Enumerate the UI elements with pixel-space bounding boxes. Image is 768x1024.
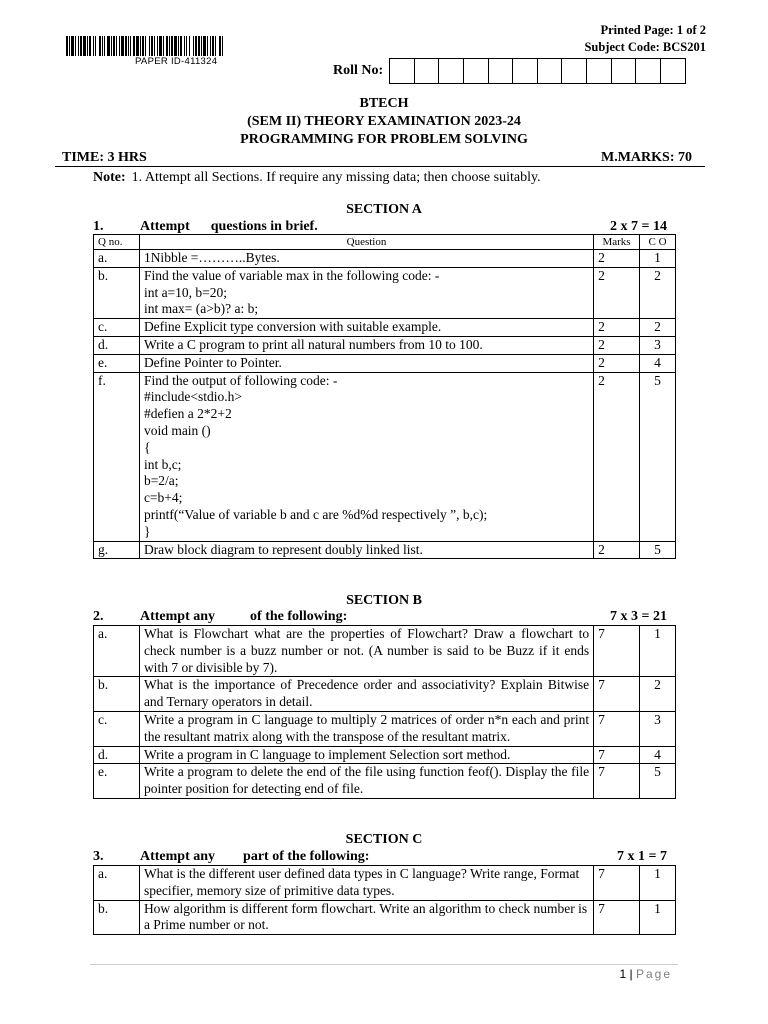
question-id: g. — [94, 541, 140, 559]
question-instruction: Attempt any part of the following: — [140, 849, 370, 864]
question-line: 1Nibble =………..Bytes. — [143, 250, 280, 265]
section-c-heading: SECTION C — [345, 832, 423, 847]
question-text — [139, 336, 593, 354]
barcode-bar — [116, 36, 117, 56]
barcode-bar — [87, 36, 88, 56]
table-header-row — [94, 235, 676, 250]
question-co: 1 — [640, 250, 676, 268]
question-text — [139, 541, 593, 559]
question-text — [139, 250, 593, 268]
marks-scheme: 7 x 3 = 21 — [610, 609, 667, 624]
question-id: b. — [94, 677, 140, 712]
roll-number-box[interactable] — [390, 59, 415, 83]
question-co: 3 — [640, 336, 676, 354]
barcode-bar — [78, 36, 79, 56]
barcode-bar — [107, 36, 110, 56]
barcode-bar — [95, 36, 96, 56]
question-line: Find the value of variable max in the following code: - — [143, 267, 440, 283]
page-header-codes — [584, 22, 706, 56]
barcode-bar — [104, 36, 105, 56]
section-a-heading: SECTION A — [346, 202, 422, 217]
exam-titles — [0, 95, 768, 149]
roll-number-box[interactable] — [439, 59, 464, 83]
table-row — [94, 267, 676, 318]
roll-number-box[interactable] — [612, 59, 637, 83]
barcode-bar — [198, 36, 200, 56]
question-line: { — [143, 439, 151, 455]
table-row — [94, 372, 676, 541]
barcode-bar — [125, 36, 127, 56]
question-id: c. — [94, 711, 140, 746]
question-id: f. — [94, 372, 140, 541]
question-id: e. — [94, 354, 140, 372]
section-c-table — [93, 865, 676, 935]
barcode-bar — [203, 36, 206, 56]
roll-number-box[interactable] — [538, 59, 563, 83]
exam-time: TIME: 3 HRS — [62, 150, 147, 165]
roll-number-box[interactable] — [661, 59, 686, 83]
question-marks: 2 — [594, 319, 640, 337]
question-marks: 2 — [594, 372, 640, 541]
barcode-bar — [145, 36, 146, 56]
barcode-bar — [83, 36, 86, 56]
question-line: Define Explicit type conversion with suitable example. — [143, 319, 442, 335]
header-divider — [55, 166, 705, 167]
barcode-bar — [169, 36, 170, 56]
barcode-bar — [151, 36, 153, 56]
question-co: 2 — [640, 267, 676, 318]
program-title: BTECH — [359, 96, 409, 111]
roll-number-box[interactable] — [636, 59, 661, 83]
question-id: a. — [94, 626, 140, 677]
table-row — [94, 336, 676, 354]
column-header-marks: Marks — [594, 235, 640, 250]
barcode-bar — [99, 36, 101, 56]
question-text: Write a program in C language to implement Selection sort method. — [139, 746, 593, 764]
barcode-bar — [119, 36, 120, 56]
question-id: d. — [94, 336, 140, 354]
barcode-bar — [111, 36, 112, 56]
roll-number-label: Roll No: — [333, 63, 384, 78]
question-line: } — [143, 523, 151, 539]
question-id: c. — [94, 319, 140, 337]
question-co: 3 — [640, 711, 676, 746]
question-co: 1 — [640, 866, 676, 901]
barcode-bar — [215, 36, 216, 56]
table-row — [94, 319, 676, 337]
question-co: 1 — [640, 626, 676, 677]
max-marks: M.MARKS: 70 — [601, 150, 692, 165]
barcode-bar — [75, 36, 76, 56]
roll-number-box[interactable] — [489, 59, 514, 83]
question-line: Define Pointer to Pointer. — [143, 354, 282, 370]
barcode-bar — [102, 36, 103, 56]
barcode-bar — [140, 36, 141, 56]
question-line: void main () — [143, 422, 211, 438]
barcode-bar — [159, 36, 162, 56]
question-id: d. — [94, 746, 140, 764]
barcode-bar — [166, 36, 168, 56]
barcode-bar — [212, 36, 214, 56]
barcode-bar — [157, 36, 158, 56]
barcode-bar — [66, 36, 68, 56]
table-row — [94, 541, 676, 559]
barcode-bar — [128, 36, 129, 56]
question-marks: 7 — [594, 746, 640, 764]
question-line: int a=10, b=20; — [143, 284, 228, 300]
question-text: Write a program in C language to multiply 2 matrices of order n*n each and print the resultant matrix along with the transpose of the resultant matrix. — [139, 711, 593, 746]
marks-scheme: 7 x 1 = 7 — [617, 849, 667, 864]
table-row — [94, 250, 676, 268]
question-instruction: Attempt questions in brief. — [140, 219, 318, 234]
barcode-bar — [207, 36, 208, 56]
question-marks: 7 — [594, 626, 640, 677]
column-header-qno: Q no. — [94, 235, 140, 250]
roll-number-box[interactable] — [587, 59, 612, 83]
question-text — [139, 319, 593, 337]
subject-title: PROGRAMMING FOR PROBLEM SOLVING — [240, 132, 528, 147]
barcode-bar — [130, 36, 131, 56]
question-marks: 7 — [594, 677, 640, 712]
page-footer — [619, 967, 672, 981]
barcode-bar — [136, 36, 139, 56]
question-marks: 2 — [594, 267, 640, 318]
question-line: int max= (a>b)? a: b; — [143, 301, 259, 317]
page-label: Page — [635, 967, 672, 981]
section-b-table — [93, 625, 676, 799]
barcode-bar — [180, 36, 182, 56]
barcode-bar — [189, 36, 190, 56]
question-co: 4 — [640, 746, 676, 764]
question-line: c=b+4; — [143, 490, 183, 506]
question-text: What is the importance of Precedence order and associativity? Explain Bitwise and Ternary operators in detail. — [139, 677, 593, 712]
barcode-bar — [154, 36, 155, 56]
barcode-bar — [121, 36, 124, 56]
question-marks: 2 — [594, 541, 640, 559]
question-line: b=2/a; — [143, 473, 179, 489]
table-row — [94, 866, 676, 901]
question-number: 1. — [93, 219, 104, 234]
table-row — [94, 354, 676, 372]
question-id: a. — [94, 250, 140, 268]
question-co: 5 — [640, 372, 676, 541]
page-number: 1 — [619, 967, 627, 981]
barcode-bar — [113, 36, 115, 56]
question-marks: 2 — [594, 354, 640, 372]
question-text: What is the different user defined data types in C language? Write range, Format specifier, memory size of primitive data types. — [139, 866, 593, 901]
question-line: #defien a 2*2+2 — [143, 406, 232, 422]
question-marks: 7 — [594, 711, 640, 746]
question-number: 2. — [93, 609, 104, 624]
note-label: Note: — [93, 170, 126, 185]
question-line: Find the output of following code: - — [143, 372, 338, 388]
barcode-bar — [219, 36, 221, 56]
question-co: 5 — [640, 764, 676, 799]
question-text: What is Flowchart what are the properties of Flowchart? Draw a flowchart to check number is a buzz number or not. (A number is said to be Buzz if it ends with 7 or divisible by 7). — [139, 626, 593, 677]
table-row — [94, 711, 676, 746]
question-marks: 7 — [594, 764, 640, 799]
marks-scheme: 2 x 7 = 14 — [610, 219, 667, 234]
column-header-co: C O — [640, 235, 676, 250]
table-row — [94, 677, 676, 712]
table-row — [94, 746, 676, 764]
roll-number-box[interactable] — [415, 59, 440, 83]
question-number: 3. — [93, 849, 104, 864]
printed-page: Printed Page: 1 of 2 — [600, 23, 706, 37]
question-id: b. — [94, 900, 140, 935]
roll-number-box[interactable] — [513, 59, 538, 83]
question-co: 2 — [640, 319, 676, 337]
barcode-bar — [184, 36, 185, 56]
question-text — [139, 267, 593, 318]
page-separator: | — [629, 967, 633, 981]
table-row — [94, 764, 676, 799]
footer-divider — [90, 964, 678, 965]
question-line: int b,c; — [143, 456, 182, 472]
barcode-bar — [80, 36, 82, 56]
column-header-question: Question — [139, 235, 593, 250]
subject-code: Subject Code: BCS201 — [584, 40, 706, 54]
question-marks: 7 — [594, 866, 640, 901]
barcode-bar — [222, 36, 223, 56]
question-text — [139, 372, 593, 541]
barcode-bar — [186, 36, 187, 56]
question-co: 5 — [640, 541, 676, 559]
question-co: 4 — [640, 354, 676, 372]
barcode-bar — [193, 36, 194, 56]
roll-number-box[interactable] — [464, 59, 489, 83]
question-id: e. — [94, 764, 140, 799]
barcode-bar — [195, 36, 197, 56]
question-line: Draw block diagram to represent doubly linked list. — [143, 541, 423, 557]
barcode-bar — [69, 36, 70, 56]
barcode-bar — [149, 36, 150, 56]
question-line: printf(“Value of variable b and c are %d%d respectively ”, b,c); — [143, 506, 488, 522]
section-b-heading: SECTION B — [346, 593, 422, 608]
barcode-bar — [210, 36, 211, 56]
question-marks: 2 — [594, 336, 640, 354]
table-row — [94, 900, 676, 935]
barcode-bar — [178, 36, 179, 56]
question-line: #include<stdio.h> — [143, 389, 243, 405]
barcode-bar — [133, 36, 135, 56]
question-id: a. — [94, 866, 140, 901]
barcode-bar — [71, 36, 74, 56]
exam-title: (SEM II) THEORY EXAMINATION 2023-24 — [247, 114, 521, 129]
note-text: 1. Attempt all Sections. If require any missing data; then choose suitably. — [131, 170, 541, 185]
paper-id: PAPER ID-411324 — [135, 56, 218, 67]
question-text: How algorithm is different form flowchart. Write an algorithm to check number is a Prime number or not. — [139, 900, 593, 935]
question-line: Write a C program to print all natural numbers from 10 to 100. — [143, 336, 483, 352]
barcode-bar — [171, 36, 173, 56]
question-text — [139, 354, 593, 372]
question-co: 1 — [640, 900, 676, 935]
question-instruction: Attempt any of the following: — [140, 609, 348, 624]
section-a-table — [93, 234, 676, 559]
question-co: 2 — [640, 677, 676, 712]
note — [93, 170, 541, 186]
question-marks: 7 — [594, 900, 640, 935]
question-text: Write a program to delete the end of the file using function feof(). Display the file pointer position for detecting end of file. — [139, 764, 593, 799]
barcode-bar — [142, 36, 144, 56]
question-id: b. — [94, 267, 140, 318]
barcode-bar — [201, 36, 202, 56]
barcode-image — [66, 36, 296, 56]
roll-number-row — [333, 58, 686, 84]
barcode-bar — [93, 36, 94, 56]
roll-number-box[interactable] — [562, 59, 587, 83]
barcode-bar — [163, 36, 164, 56]
roll-number-boxes[interactable] — [389, 58, 686, 84]
barcode-bar — [89, 36, 91, 56]
barcode-bar — [174, 36, 177, 56]
table-row — [94, 626, 676, 677]
question-marks: 2 — [594, 250, 640, 268]
